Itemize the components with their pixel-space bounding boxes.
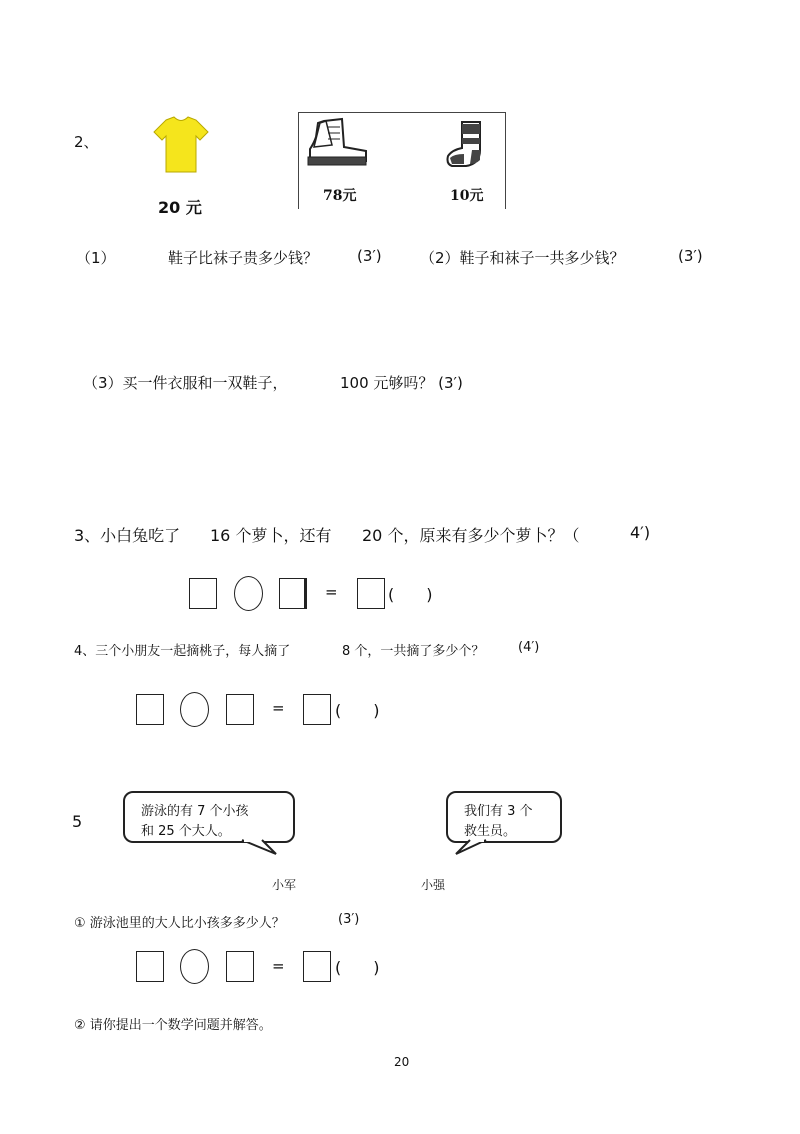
question-2-number: 2、 [74, 133, 99, 151]
bubble1-tail [240, 838, 280, 856]
tshirt-icon [152, 116, 210, 174]
q5-sub1-text: ① 游泳池里的大人比小孩多多少人？ [74, 916, 285, 931]
q4-score: (4′) [518, 640, 540, 655]
speaker-xiaoqiang: 小强 [421, 878, 446, 892]
q3-answer-box-3[interactable] [357, 578, 385, 609]
bubble2-line2: 救生员。 [464, 824, 517, 839]
boots-icon [304, 117, 370, 169]
q5-equals: = [272, 957, 285, 975]
socks-price: 10元 [450, 188, 484, 204]
q3-operator-oval[interactable] [234, 576, 263, 611]
speech-bubble-xiaoqiang [446, 791, 562, 843]
q5-operator-oval[interactable] [180, 949, 209, 984]
q2-sub3-text: （3）买一件衣服和一双鞋子， [83, 374, 288, 392]
q2-sub3-text2: 100 元够吗？ (3′) [340, 374, 463, 392]
q3-answer-box-1[interactable] [189, 578, 217, 609]
q2-sub1-label: （1） [76, 249, 116, 267]
q3-answer-box-2[interactable] [279, 578, 307, 609]
q2-sub2-score: (3′) [678, 247, 703, 265]
q5-sub2-text: ② 请你提出一个数学问题并解答。 [74, 1018, 272, 1033]
bubble2-line1: 我们有 3 个 [464, 804, 533, 819]
boots-price: 78元 [323, 188, 357, 204]
q5-sub1-score: (3′) [338, 912, 360, 927]
q2-sub2-text: （2）鞋子和袜子一共多少钱？ [420, 249, 625, 267]
bubble2-tail [452, 838, 492, 856]
q3-score: 4′) [630, 523, 651, 542]
q5-answer-box-3[interactable] [303, 951, 331, 982]
q5-unit-paren[interactable]: ( ) [335, 958, 380, 977]
q4-text: 4、三个小朋友一起摘桃子，每人摘了 [74, 644, 291, 659]
q4-answer-box-2[interactable] [226, 694, 254, 725]
speaker-xiaojun: 小军 [272, 878, 297, 892]
q3-text-a: 3、小白兔吃了 [74, 526, 181, 545]
q4-answer-box-1[interactable] [136, 694, 164, 725]
q5-answer-box-2[interactable] [226, 951, 254, 982]
q2-sub1-score: (3′) [357, 247, 382, 265]
q4-text2: 8 个，一共摘了多少个？ [342, 644, 485, 659]
bubble1-line2: 和 25 个大人。 [141, 824, 231, 839]
q2-sub1-text: 鞋子比袜子贵多少钱？ [168, 249, 319, 267]
speech-bubble-xiaojun [123, 791, 295, 843]
q5-answer-box-1[interactable] [136, 951, 164, 982]
q3-equals: = [325, 583, 338, 601]
page-number: 20 [394, 1055, 410, 1069]
shirt-price: 20 元 [158, 198, 202, 217]
q5-number: 5 [72, 812, 83, 831]
q4-equals: = [272, 699, 285, 717]
q4-operator-oval[interactable] [180, 692, 209, 727]
q3-num-a: 16 个萝卜，还有 [210, 526, 332, 545]
socks-icon [444, 120, 490, 170]
q3-unit-paren[interactable]: ( ) [388, 585, 433, 604]
q4-unit-paren[interactable]: ( ) [335, 701, 380, 720]
bubble1-line1: 游泳的有 7 个小孩 [141, 804, 249, 819]
q4-answer-box-3[interactable] [303, 694, 331, 725]
q3-num-b: 20 个，原来有多少个萝卜？（ [362, 526, 580, 545]
